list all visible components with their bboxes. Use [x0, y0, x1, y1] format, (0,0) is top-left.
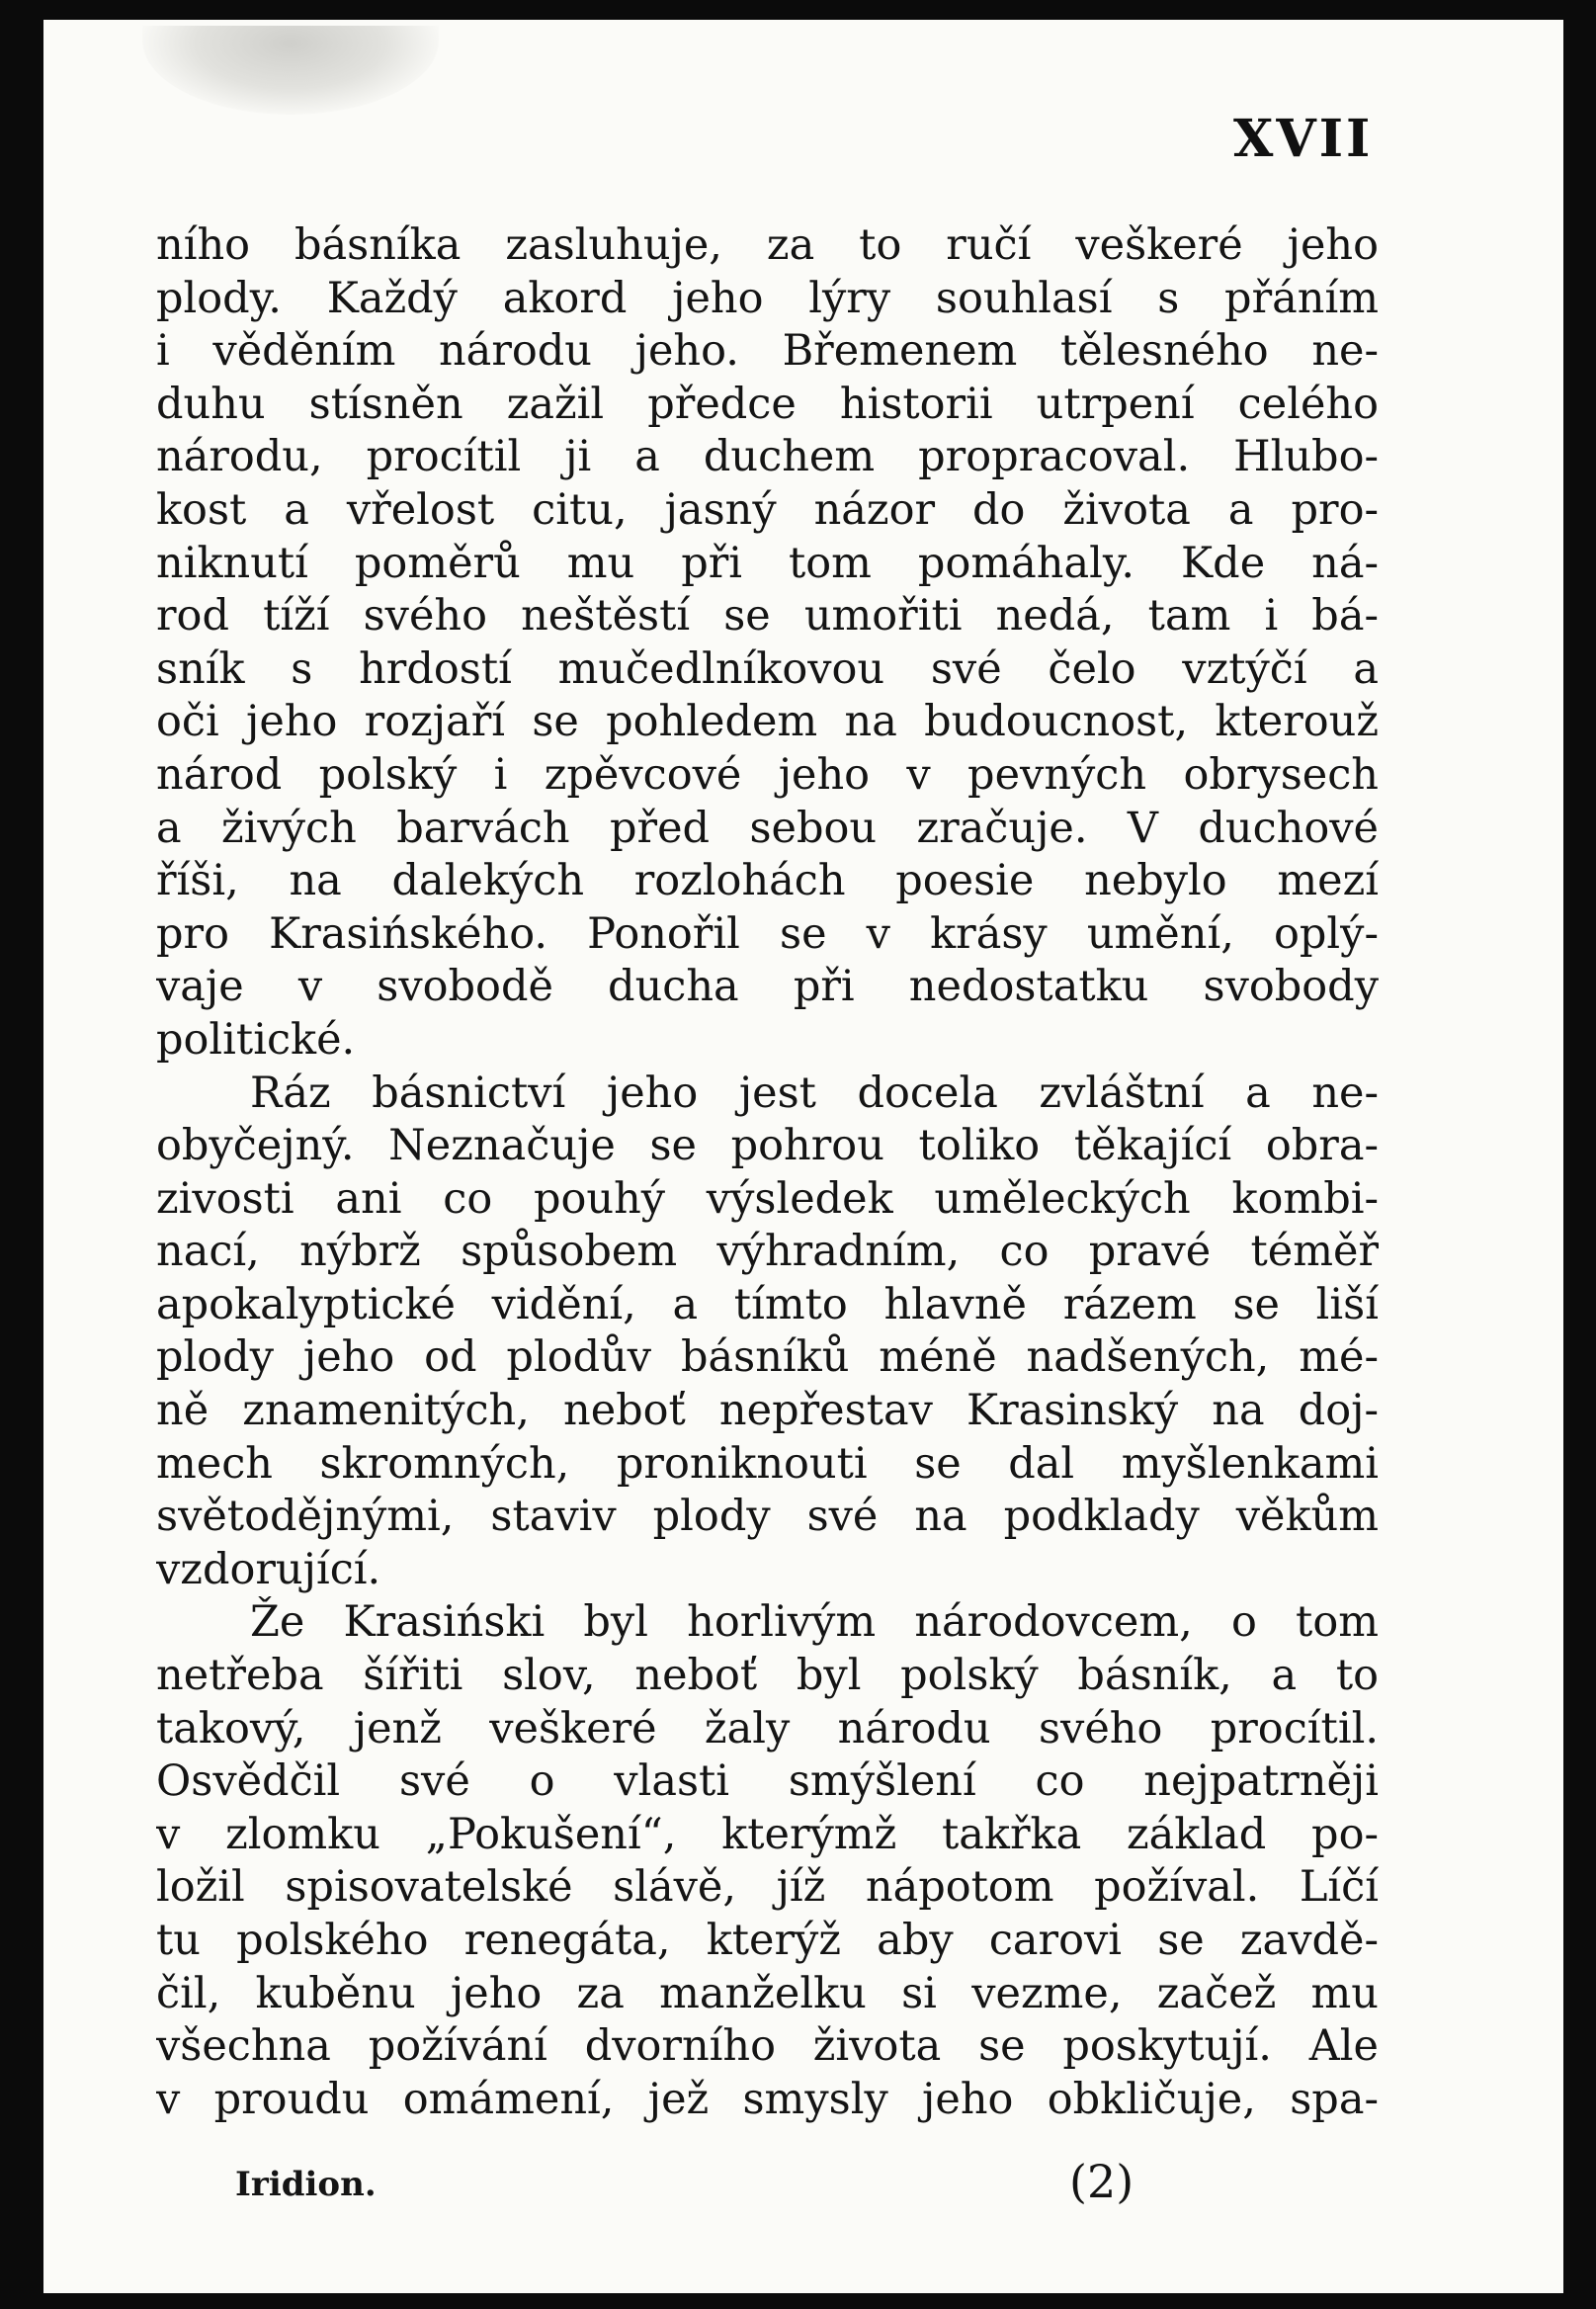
text-line: nací, nýbrž spůsobem výhradním, co pravé téměř	[156, 1227, 1379, 1277]
running-head-page-number: XVII	[1233, 109, 1374, 169]
text-line: světodějnými, staviv plody své na podklady věkům	[156, 1492, 1379, 1542]
text-line: kost a vřelost citu, jasný názor do života a pro-	[156, 484, 1379, 535]
body-text	[156, 219, 1379, 2126]
text-line: v proudu omámení, jež smysly jeho obkličuje, spa-	[156, 2074, 1379, 2124]
text-line: zivosti ani co pouhý výsledek uměleckých kombi-	[156, 1173, 1379, 1224]
printer-signature: Iridion.	[235, 2165, 377, 2204]
text-line: Ráz básnictví jeho jest docela zvláštní a ne-	[250, 1068, 1379, 1118]
text-line: netřeba šířiti slov, neboť byl polský básník, a to	[156, 1651, 1379, 1701]
text-line: ního básníka zasluhuje, za to ručí veškeré jeho	[156, 220, 1379, 270]
text-line: a živých barvách před sebou zračuje. V duchové	[156, 803, 1379, 853]
text-line: pro Krasińského. Ponořil se v krásy umění, oplý-	[156, 908, 1379, 959]
text-line: říši, na dalekých rozlohách poesie nebylo mezí	[156, 856, 1379, 906]
text-line: politické.	[156, 1014, 356, 1065]
text-line: i věděním národu jeho. Břemenem tělesného ne-	[156, 326, 1379, 377]
text-line: tu polského renegáta, kterýž aby carovi se zavdě-	[156, 1916, 1379, 1965]
page-smudge	[142, 26, 439, 115]
page-footer	[235, 2155, 1223, 2214]
text-line: mech skromných, proniknouti se dal myšlenkami	[156, 1438, 1379, 1489]
text-line: rod tíží svého neštěstí se umořiti nedá, tam i bá-	[156, 591, 1379, 641]
text-line: čil, kuběnu jeho za manželku si vezme, začež mu	[156, 1968, 1379, 2018]
text-line: vaje v svobodě ducha při nedostatku svobody	[156, 962, 1379, 1012]
text-line: apokalyptické vidění, a tímto hlavně rázem se liší	[156, 1279, 1379, 1329]
text-line: duhu stísněn zažil předce historii utrpení celého	[156, 379, 1379, 429]
text-line: sník s hrdostí mučedlníkovou své čelo vztýčí a	[156, 643, 1379, 694]
text-line: ně znamenitých, neboť nepřestav Krasinský na doj-	[156, 1386, 1379, 1436]
text-line: Že Krasiński byl horlivým národovcem, o tom	[250, 1597, 1379, 1648]
text-line: plody. Každý akord jeho lýry souhlasí s přáním	[156, 273, 1379, 323]
text-line: vzdorující.	[156, 1544, 381, 1594]
text-line: národ polský i zpěvcové jeho v pevných obrysech	[156, 749, 1379, 800]
text-line: Osvědčil své o vlasti smýšlení co nejpatrněji	[156, 1756, 1379, 1807]
sheet-number: (2)	[1069, 2155, 1134, 2208]
text-line: národu, procítil ji a duchem propracoval. Hlubo-	[156, 432, 1379, 482]
text-line: niknutí poměrů mu při tom pomáhaly. Kde ná-	[156, 538, 1379, 588]
text-line: takový, jenž veškeré žaly národu svého procítil.	[156, 1703, 1379, 1753]
text-line: plody jeho od plodův básníků méně nadšených, mé-	[156, 1332, 1379, 1383]
text-line: všechna požívání dvorního života se poskytují. Ale	[156, 2021, 1379, 2072]
text-line: v zlomku „Pokušení“, kterýmž takřka základ po-	[156, 1809, 1379, 1859]
text-line: ložil spisovatelské slávě, jíž nápotom požíval. Líčí	[156, 1862, 1379, 1913]
text-line: oči jeho rozjaří se pohledem na budoucnost, kterouž	[156, 697, 1379, 747]
text-line: obyčejný. Neznačuje se pohrou toliko těkající obra-	[156, 1121, 1379, 1171]
